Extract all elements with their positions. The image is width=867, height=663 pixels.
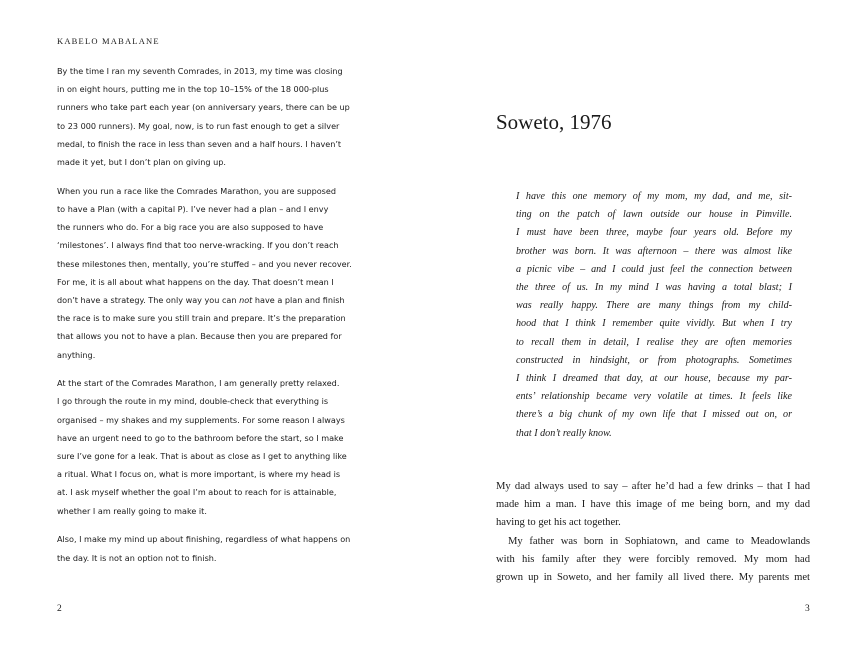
text-line: ‘milestones’. I always find that too nerve-wracking. If you don’t reach xyxy=(57,240,339,251)
text-line: in on eight hours, putting me in the top 10–15% of the 18 000-plus xyxy=(57,84,329,95)
epigraph-line: to recall them in detail, I realise they are often memories xyxy=(516,336,792,348)
epigraph-line: a picnic vibe – and I could just feel the connection between xyxy=(516,263,792,275)
chapter-title: Soweto, 1976 xyxy=(496,110,612,134)
text-line: My dad always used to say – after he’d had a few drinks – that I had xyxy=(496,481,810,492)
emphasis-word: not xyxy=(239,294,253,305)
page-number: 2 xyxy=(57,604,62,614)
text-line: organised – my shakes and my supplements. For some reason I always xyxy=(57,414,345,425)
text-line: grown up in Soweto, and her family all lived there. My parents met xyxy=(496,572,810,584)
left-body-text xyxy=(57,62,352,577)
text-segment: have a plan and finish xyxy=(252,294,345,305)
right-page xyxy=(433,0,867,663)
text-segment: don’t have a strategy. The only way you can xyxy=(57,294,240,305)
text-line: have an urgent need to go to the bathroom before the start, so I make xyxy=(57,432,344,443)
running-head: KABELO MABALANE xyxy=(57,36,160,46)
text-line: a ritual. What I focus on, what is more important, is where my head is xyxy=(57,469,341,480)
text-line: the runners who do. For a big race you are also supposed to have xyxy=(57,222,324,233)
paragraph-1 xyxy=(57,62,350,171)
text-line: that allows you not to have a plan. Because then you are prepared for xyxy=(57,331,342,342)
text-line: At the start of the Comrades Marathon, I am generally pretty relaxed. xyxy=(57,378,340,389)
epigraph-line: was really happy. There are many things from my child- xyxy=(516,300,792,312)
epigraph-line: I have this one memory of my mom, my dad, and me, sit- xyxy=(516,191,792,202)
epigraph-line: constructed in hindsight, or from photographs. Sometimes xyxy=(516,354,792,366)
text-line: to have a Plan (with a capital P). I’ve never had a plan – and I envy xyxy=(57,203,329,214)
text-line: the day. It is not an option not to finish. xyxy=(57,552,217,563)
paragraph-4 xyxy=(57,530,351,566)
epigraph-line: ents’ relationship became very volatile at times. It feels like xyxy=(516,391,792,403)
text-line: to 23 000 runners). My goal, now, is to run fast enough to get a silver xyxy=(57,120,340,131)
paragraph-3 xyxy=(57,374,347,520)
epigraph-line: ting on the patch of lawn outside our house in Pimville. xyxy=(516,209,792,221)
epigraph-line: there’s a big chunk of my own life that I missed out on, or xyxy=(516,409,792,421)
epigraph-line: the three of us. In my mind I was having a total blast; I xyxy=(516,282,792,294)
text-line: My father was born in Sophiatown, and came to Meadowlands xyxy=(508,535,810,547)
page-number: 3 xyxy=(805,604,810,614)
text-line: having to get his act together. xyxy=(496,517,621,529)
text-line: with his family after they were forcibly removed. My mom had xyxy=(496,553,810,565)
right-body-text xyxy=(496,478,810,587)
text-line: made him a man. I have this image of me being born, and my dad xyxy=(496,499,810,511)
text-line: medal, to finish the race in less than seven and a half hours. I haven’t xyxy=(57,138,342,149)
epigraph-line: that I don’t really know. xyxy=(516,427,612,439)
text-line: For me, it is all about what happens on the day. That doesn’t mean I xyxy=(57,276,334,287)
text-line: I go through the route in my mind, double-check that everything is xyxy=(57,396,329,407)
epigraph-line: brother was born. It was afternoon – there was almost like xyxy=(516,245,792,257)
paragraph-2 xyxy=(57,182,352,364)
text-line-with-emphasis xyxy=(57,291,345,309)
text-line: at. I ask myself whether the goal I’m about to reach for is attainable, xyxy=(57,487,337,498)
epigraph-line: I think I dreamed that day, at our house, because my par- xyxy=(516,373,792,385)
left-page xyxy=(0,0,433,663)
text-line: anything. xyxy=(57,349,96,360)
text-line: made it yet, but I don’t plan on giving up. xyxy=(57,157,226,168)
text-line: By the time I ran my seventh Comrades, in 2013, my time was closing xyxy=(57,66,343,76)
text-line: whether I am really going to make it. xyxy=(57,505,207,516)
text-line: runners who take part each year (on anniversary years, there can be up xyxy=(57,102,350,113)
epigraph-line: I must have been three, maybe four years old. Before my xyxy=(516,227,792,239)
epigraph-line: hood that I think I remember quite vividly. But when I try xyxy=(516,318,792,330)
epigraph xyxy=(516,188,792,443)
text-line: the race is to make sure you still train and prepare. It’s the preparation xyxy=(57,313,346,324)
text-line: these milestones then, mentally, you’re stuffed – and you never recover. xyxy=(57,258,352,269)
text-line: Also, I make my mind up about finishing, regardless of what happens on xyxy=(57,534,351,545)
text-line: When you run a race like the Comrades Marathon, you are supposed xyxy=(57,185,337,196)
text-line: sure I’ve gone for a leak. That is about as close as I get to anything like xyxy=(57,451,347,462)
